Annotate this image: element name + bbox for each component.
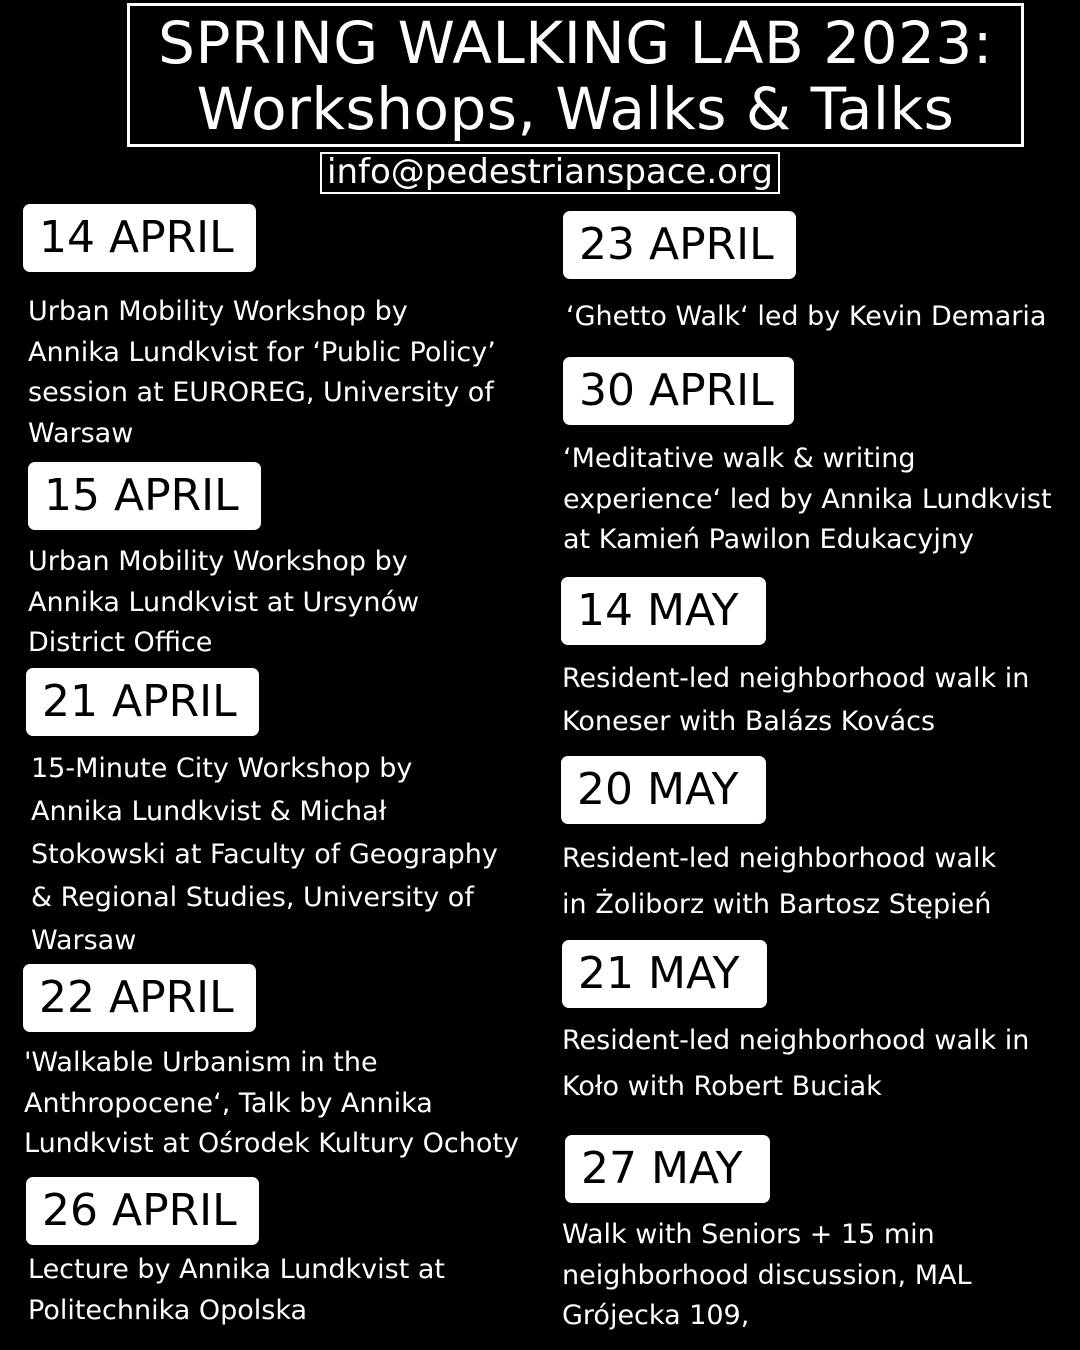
event-description: 'Walkable Urbanism in the Anthropocene‘, Talk by Annika Lundkvist at Ośrodek Kultury Ochoty <box>24 1047 519 1159</box>
event-description: Urban Mobility Workshop by Annika Lundkvist at Ursynów District Office <box>28 546 420 658</box>
event-description: Resident-led neighborhood walk in Koneser with Balázs Kovács <box>562 663 1030 737</box>
event-description: Lecture by Annika Lundkvist at Politechnika Opolska <box>28 1254 446 1326</box>
date-badge: 20 MAY <box>561 756 766 824</box>
date-badge: 15 APRIL <box>28 462 261 530</box>
date-badge: 21 MAY <box>562 940 767 1008</box>
date-badge: 21 APRIL <box>26 668 259 736</box>
date-badge: 22 APRIL <box>23 964 256 1032</box>
date-badge: 27 MAY <box>565 1135 770 1203</box>
event-description: 15-Minute City Workshop by Annika Lundkvist & Michał Stokowski at Faculty of Geography & Regional Studies, University of Warsaw <box>31 753 498 956</box>
date-badge: 23 APRIL <box>563 211 796 279</box>
event-description: ‘Ghetto Walk‘ led by Kevin Demaria <box>566 301 1047 332</box>
event-description: Resident-led neighborhood walk in Żoliborz with Bartosz Stępień <box>562 843 997 920</box>
title-box <box>127 3 1024 147</box>
event-description: Walk with Seniors + 15 min neighborhood discussion, MAL Grójecka 109, <box>562 1219 972 1331</box>
date-badge: 14 APRIL <box>23 204 256 272</box>
contact-email[interactable]: info@pedestrianspace.org <box>320 152 780 194</box>
event-description: Resident-led neighborhood walk in Koło with Robert Buciak <box>562 1025 1030 1102</box>
date-badge: 14 MAY <box>561 577 766 645</box>
event-description: ‘Meditative walk & writing experience‘ led by Annika Lundkvist at Kamień Pawilon Edukacyjny <box>563 443 1052 555</box>
date-badge: 30 APRIL <box>563 357 794 425</box>
page-title: SPRING WALKING LAB 2023: <box>158 9 993 77</box>
event-description: Urban Mobility Workshop by Annika Lundkvist for ‘Public Policy’ session at EUROREG, University of Warsaw <box>28 296 496 449</box>
page-subtitle: Workshops, Walks & Talks <box>196 75 955 143</box>
date-badge: 26 APRIL <box>26 1177 259 1245</box>
